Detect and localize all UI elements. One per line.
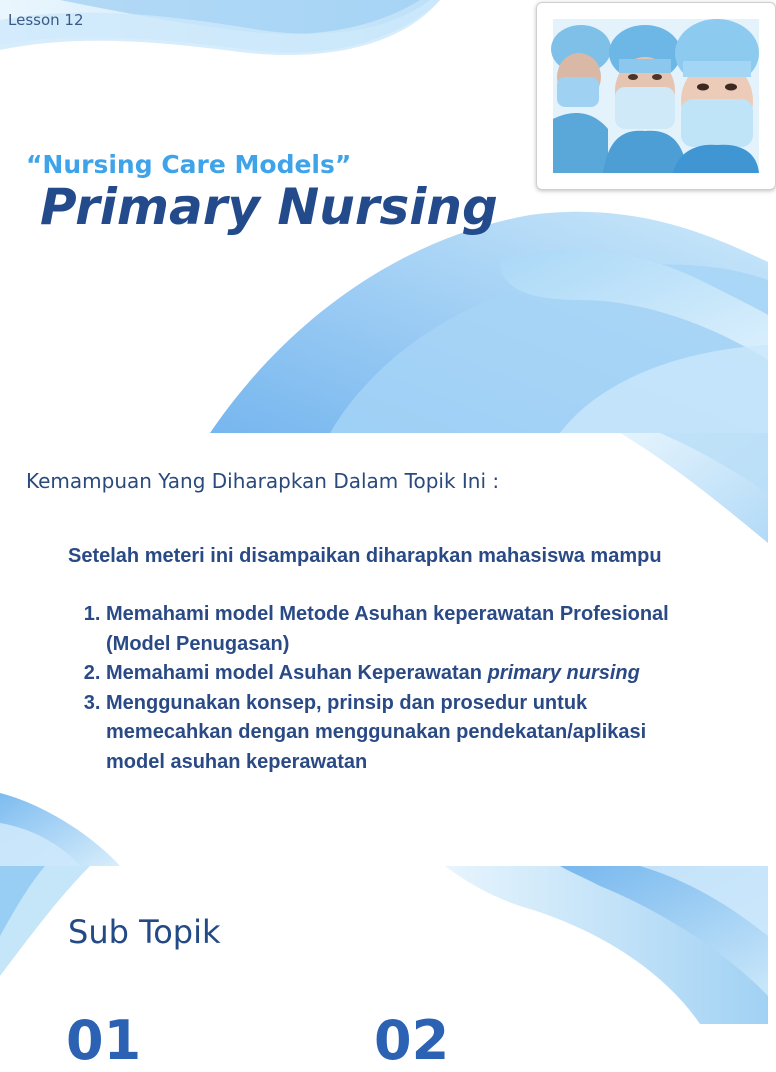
goal-text: Memahami model Asuhan Keperawatan (106, 662, 488, 684)
objectives-intro: Setelah meteri ini disampaikan diharapkan mahasiswa mampu (68, 545, 662, 567)
list-item (106, 689, 708, 778)
objectives-heading: Kemampuan Yang Diharapkan Dalam Topik Ini : (26, 469, 500, 493)
slide-subtopics (0, 866, 768, 1072)
list-item (106, 659, 708, 689)
nurses-photo (536, 2, 776, 190)
subtopic-number: 02 (374, 1009, 450, 1072)
goal-text: Memahami model Metode Asuhan keperawatan Profesional (Model Penugasan) (106, 603, 669, 655)
goal-text: Menggunakan konsep, prinsip dan prosedur untuk memecahkan dengan menggunakan pendekatan/aplikasi model asuhan keperawatan (106, 691, 647, 773)
slide-objectives (0, 433, 768, 866)
subtopic-number: 01 (66, 1009, 142, 1072)
slide-title (0, 0, 768, 433)
subtopics-heading: Sub Topik (68, 913, 221, 951)
nurses-photo-icon (553, 19, 759, 173)
lesson-label: Lesson 12 (8, 11, 84, 29)
slide-subtitle: “Nursing Care Models” (26, 150, 352, 179)
goal-emphasis: primary nursing (487, 662, 640, 684)
slide-title-text: Primary Nursing (40, 178, 498, 236)
objectives-list (68, 600, 708, 777)
list-item (106, 600, 708, 659)
